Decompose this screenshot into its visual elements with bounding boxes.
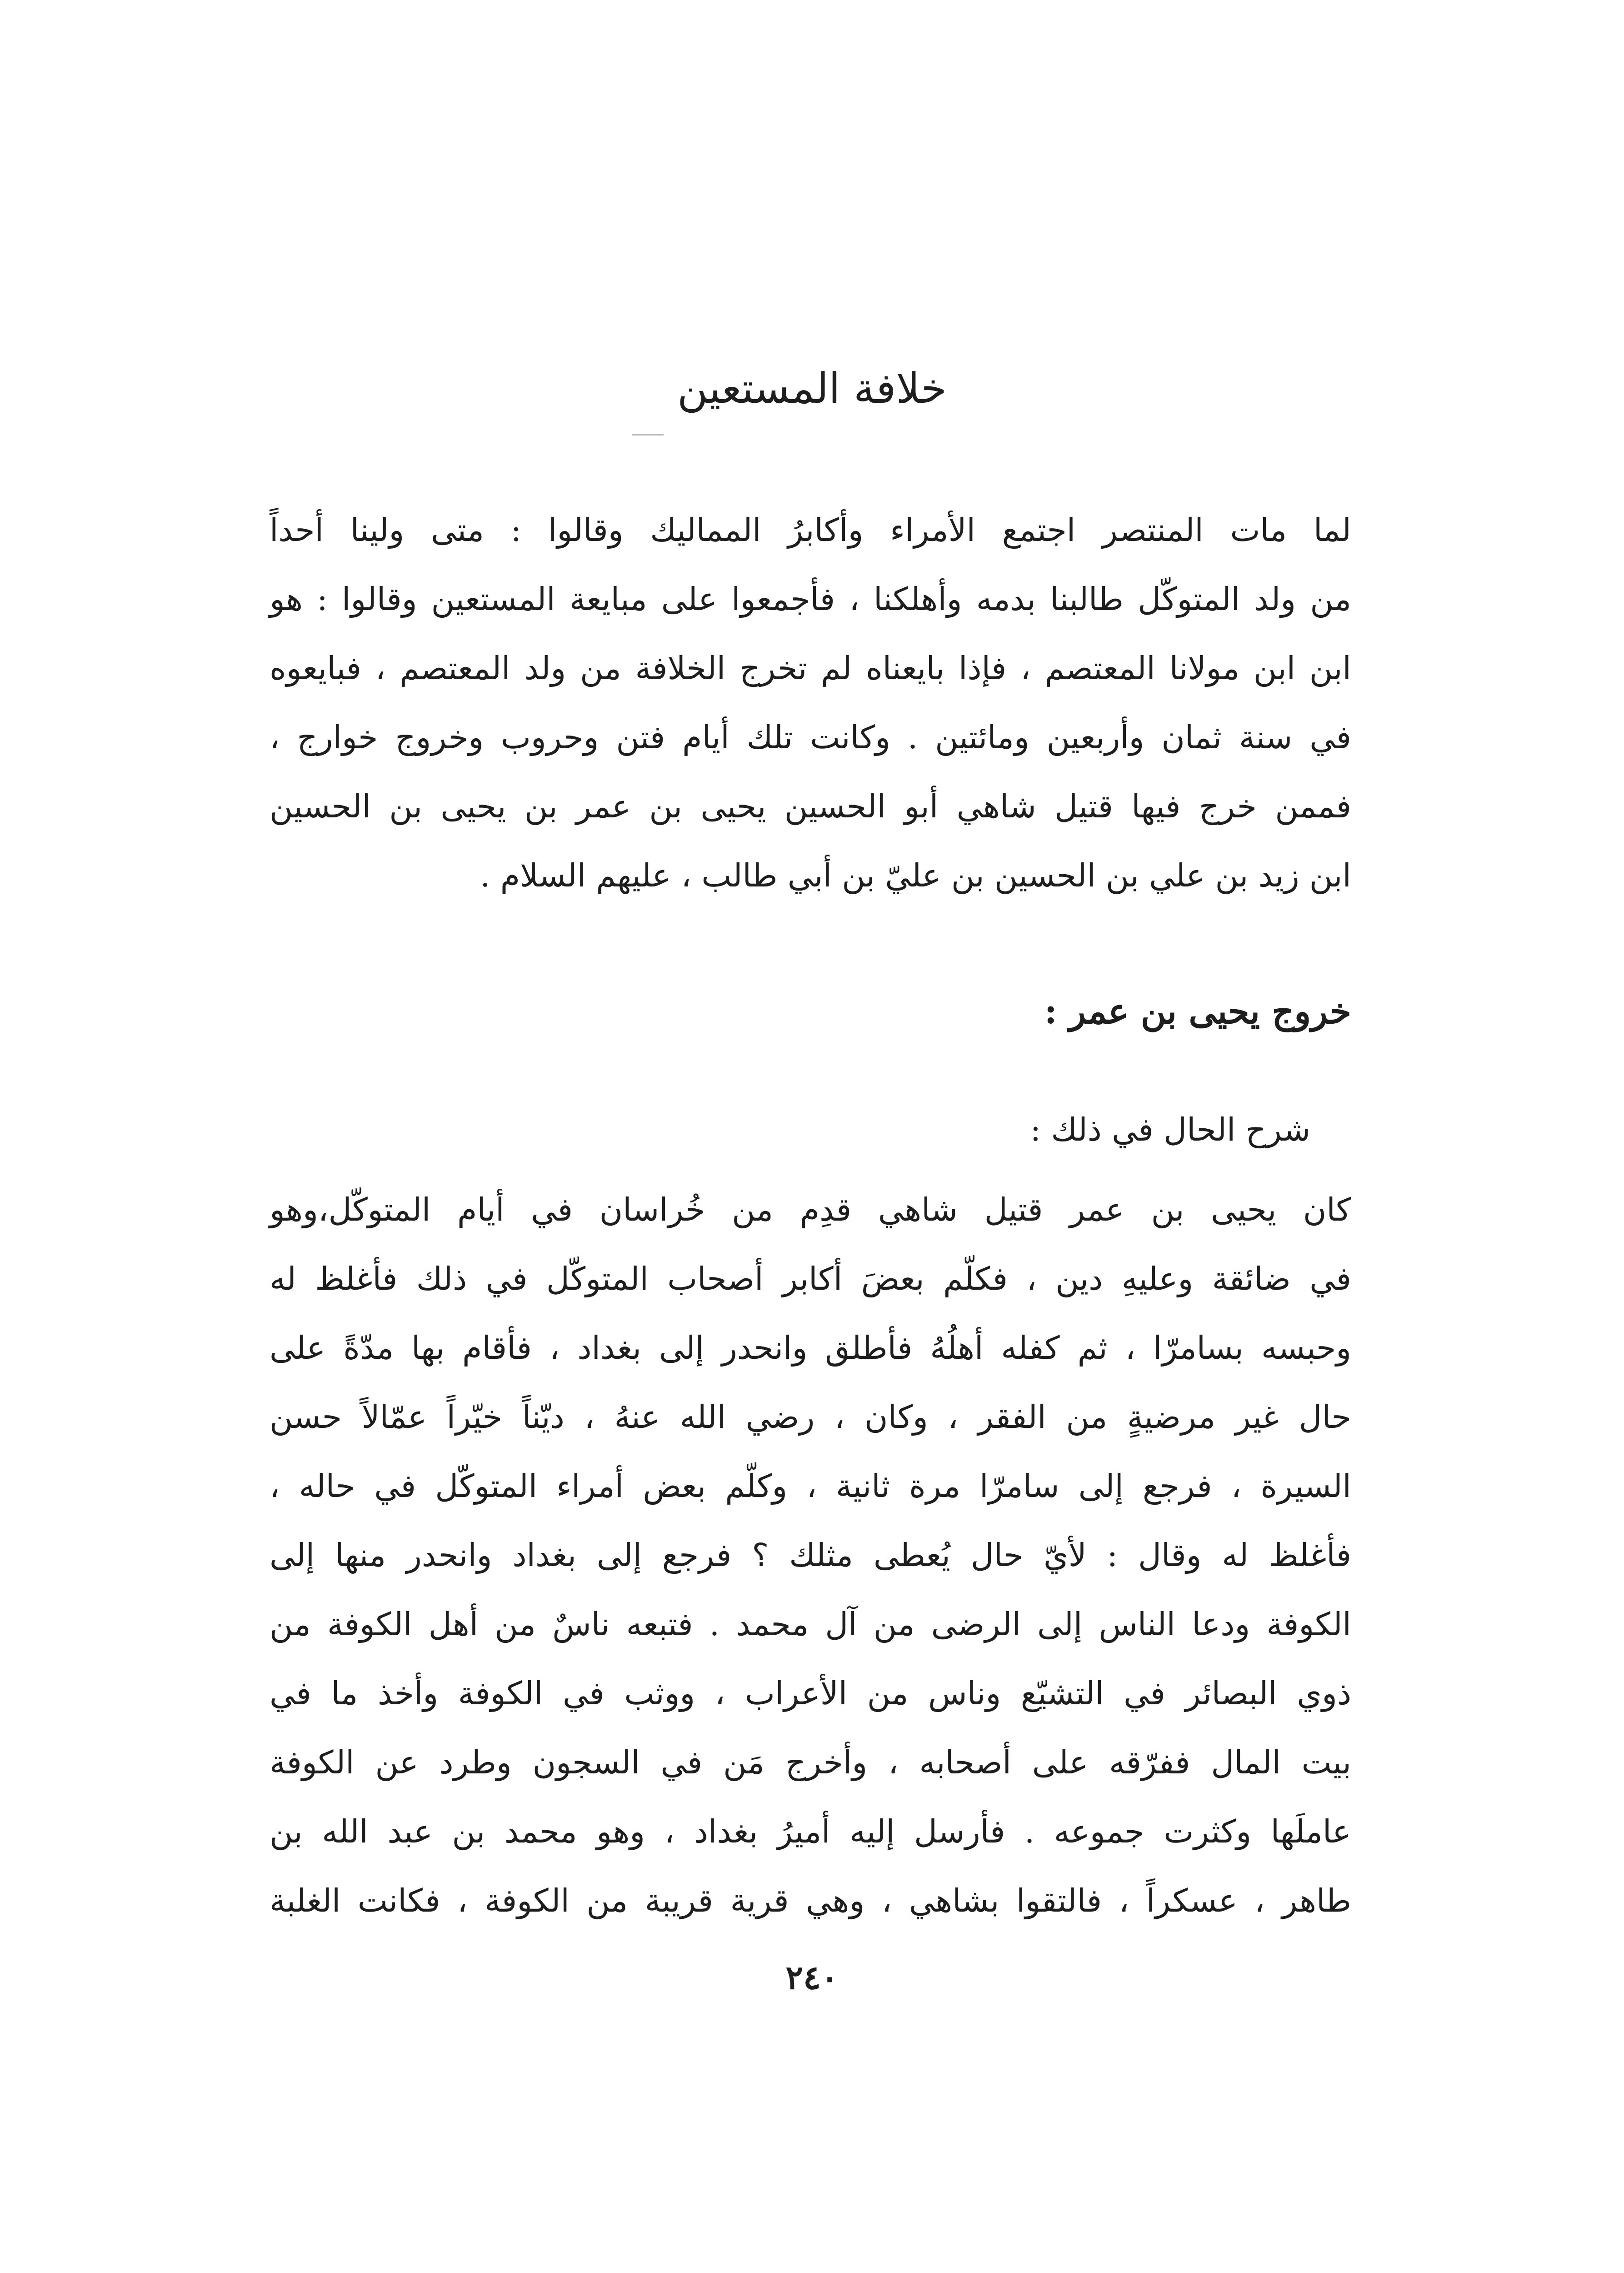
body-line: كان يحيى بن عمر قتيل شاهي قدِم من خُراسان في أيام المتوكّل،وهو [270, 1191, 1351, 1228]
intro-line: في سنة ثمان وأربعين ومائتين . وكانت تلك أيام فتن وحروب وخروج خوارج ، [270, 719, 1351, 756]
intro-line: ابن ابن مولانا المعتصم ، فإذا بايعناه لم تخرج الخلافة من ولد المعتصم ، فبايعوه [270, 650, 1351, 687]
body-line: بيت المال ففرّقه على أصحابه ، وأخرج مَن في السجون وطرد عن الكوفة [270, 1744, 1351, 1781]
body-line: حال غير مرضيةٍ من الفقر ، وكان ، رضي الله عنهُ ، ديّناً خيّراً عمّالاً حسن [270, 1398, 1351, 1436]
intro-line: من ولد المتوكّل طالبنا بدمه وأهلكنا ، فأجمعوا على مبايعة المستعين وقالوا : هو [270, 581, 1351, 618]
section-subheading: شرح الحال في ذلك : [1030, 1111, 1310, 1148]
body-line: فأغلظ له وقال : لأيّ حال يُعطى مثلك ؟ فرجع إلى بغداد وانحدر منها إلى [270, 1537, 1351, 1574]
chapter-title: خلافة المستعين [677, 364, 947, 413]
body-line: السيرة ، فرجع إلى سامرّا مرة ثانية ، وكلّم بعض أمراء المتوكّل في حاله ، [270, 1467, 1351, 1505]
intro-line: لما مات المنتصر اجتمع الأمراء وأكابرُ المماليك وقالوا : متى ولينا أحداً [270, 511, 1351, 549]
intro-line: ابن زيد بن علي بن الحسين بن عليّ بن أبي طالب ، عليهم السلام . [480, 857, 1351, 894]
body-line: ذوي البصائر في التشيّع وناس من الأعراب ، ووثب في الكوفة وأخذ ما في [270, 1675, 1351, 1712]
body-paragraph [270, 1175, 1351, 1935]
section-heading: خروج يحيى بن عمر : [1044, 991, 1351, 1031]
body-line: عاملَها وكثرت جموعه . فأرسل إليه أميرُ بغداد ، وهو محمد بن عبد الله بن [270, 1813, 1351, 1850]
title-divider [632, 434, 664, 436]
intro-paragraph [270, 496, 1351, 910]
body-line: الكوفة ودعا الناس إلى الرضى من آل محمد . فتبعه ناسٌ من أهل الكوفة من [270, 1606, 1351, 1643]
page-number: ٢٤٠ [785, 1958, 839, 1997]
body-line: طاهر ، عسكراً ، فالتقوا بشاهي ، وهي قرية قريبة من الكوفة ، فكانت الغلبة [270, 1882, 1351, 1919]
body-line: وحبسه بسامرّا ، ثم كفله أهلُهُ فأطلق وانحدر إلى بغداد ، فأقام بها مدّةً على [270, 1329, 1351, 1367]
body-line: في ضائقة وعليهِ دين ، فكلّم بعضَ أكابر أصحاب المتوكّل في ذلك فأغلظ له [270, 1260, 1351, 1297]
intro-line: فممن خرج فيها قتيل شاهي أبو الحسين يحيى بن عمر بن يحيى بن الحسين [270, 788, 1351, 825]
